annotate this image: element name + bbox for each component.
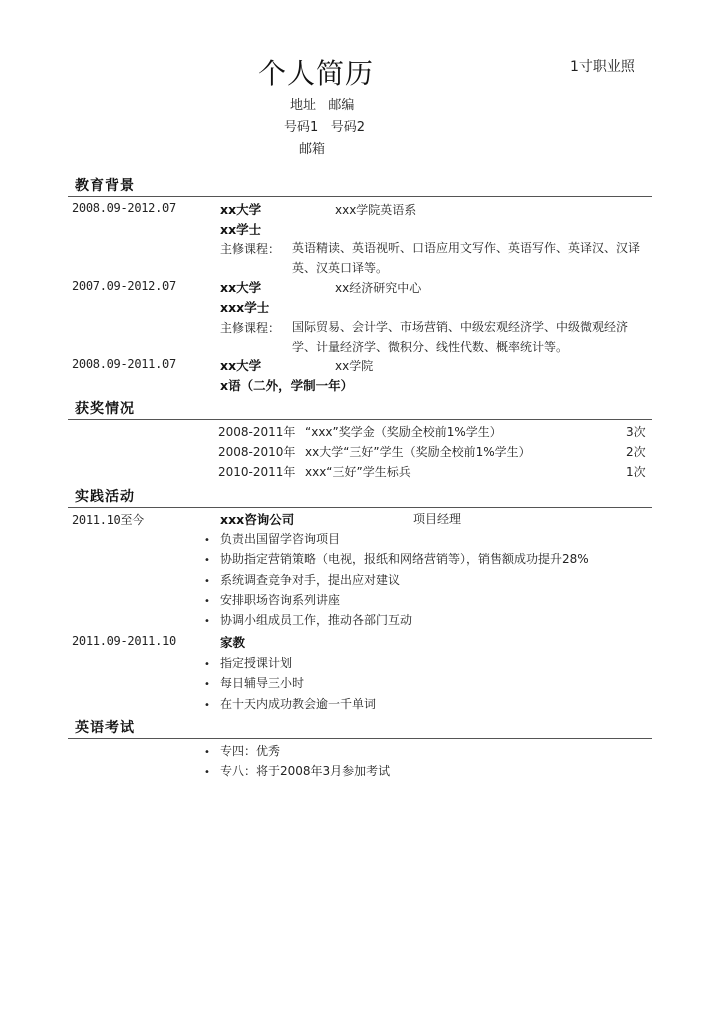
education-school: xx大学 <box>220 358 262 373</box>
education-degree: xx学士 <box>220 222 262 237</box>
section-divider <box>68 419 652 420</box>
course-label: 主修课程： <box>220 321 281 335</box>
award-name: xxx“三好”学生标兵 <box>305 465 411 479</box>
list-item: • 协调小组成员工作，推动各部门互动 <box>204 613 413 627</box>
bullet-icon: • <box>204 747 210 758</box>
phone1-label: 号码1 <box>284 120 319 135</box>
bullet-icon: • <box>204 596 210 607</box>
list-item: • 在十天内成功教会逾一千单词 <box>204 697 377 711</box>
award-name: xx大学“三好”学生（奖励全校前1%学生） <box>305 445 531 459</box>
section-heading-practice: 实践活动 <box>75 489 135 505</box>
list-item: • 负责出国留学咨询项目 <box>204 532 341 546</box>
address-label: 地址 <box>290 98 317 113</box>
bullet-icon: • <box>204 616 210 627</box>
section-divider <box>68 196 652 197</box>
list-item: • 每日辅导三小时 <box>204 676 305 690</box>
bullet-icon: • <box>204 659 210 670</box>
section-divider <box>68 738 652 739</box>
section-heading-education: 教育背景 <box>75 178 135 194</box>
education-department: xxx学院英语系 <box>335 203 417 217</box>
award-count: 2次 <box>626 445 646 459</box>
list-item: • 专八：将于2008年3月参加考试 <box>204 764 391 778</box>
course-list: 国际贸易、会计学、市场营销、中级宏观经济学、中级微观经济学、计量经济学、微积分、线性代数、概率统计等。 <box>292 320 629 354</box>
course-label: 主修课程： <box>220 242 281 256</box>
bullet-icon: • <box>204 576 210 587</box>
bullet-icon: • <box>204 767 210 778</box>
award-years: 2008-2010年 <box>218 445 296 459</box>
practice-date: 2011.10至今 <box>72 513 144 527</box>
award-years: 2008-2011年 <box>218 425 296 439</box>
phone2-label: 号码2 <box>330 120 365 135</box>
bullet-icon: • <box>204 555 210 566</box>
education-date: 2008.09-2012.07 <box>72 201 176 215</box>
practice-role: 项目经理 <box>413 512 462 526</box>
bullet-icon: • <box>204 535 210 546</box>
award-count: 3次 <box>626 425 646 439</box>
practice-organization: xxx咨询公司 <box>220 512 295 527</box>
list-item: • 协助指定营销策略（电视，报纸和网络营销等），销售额成功提升28% <box>204 552 589 566</box>
list-item: • 指定授课计划 <box>204 656 293 670</box>
email-label: 邮箱 <box>299 142 326 157</box>
award-years: 2010-2011年 <box>218 465 296 479</box>
education-date: 2007.09-2012.07 <box>72 279 176 293</box>
award-name: “xxx”奖学金（奖励全校前1%学生） <box>305 425 502 439</box>
contact-phone-line <box>284 116 365 135</box>
practice-date: 2011.09-2011.10 <box>72 634 176 648</box>
bullet-icon: • <box>204 700 210 711</box>
practice-organization: 家教 <box>220 635 246 650</box>
section-divider <box>68 507 652 508</box>
photo-placeholder: 1寸职业照 <box>570 59 635 75</box>
education-department: xx经济研究中心 <box>335 281 422 295</box>
contact-address-line <box>290 94 354 113</box>
section-heading-english-exam: 英语考试 <box>75 720 135 736</box>
education-date: 2008.09-2011.07 <box>72 357 176 371</box>
education-school: xx大学 <box>220 280 262 295</box>
education-degree: xxx学士 <box>220 300 270 315</box>
award-count: 1次 <box>626 465 646 479</box>
postcode-label: 邮编 <box>328 98 355 113</box>
education-school: xx大学 <box>220 202 262 217</box>
education-department: xx学院 <box>335 359 374 373</box>
education-degree: x语（二外，学制一年） <box>220 378 354 393</box>
course-list: 英语精读、英语视听、口语应用文写作、英语写作、英译汉、汉译英、汉英口译等。 <box>292 241 641 275</box>
section-heading-awards: 获奖情况 <box>75 401 135 417</box>
list-item: • 安排职场咨询系列讲座 <box>204 593 341 607</box>
list-item: • 系统调查竞争对手，提出应对建议 <box>204 573 401 587</box>
bullet-icon: • <box>204 679 210 690</box>
list-item: • 专四：优秀 <box>204 744 281 758</box>
page-title: 个人简历 <box>258 57 375 90</box>
